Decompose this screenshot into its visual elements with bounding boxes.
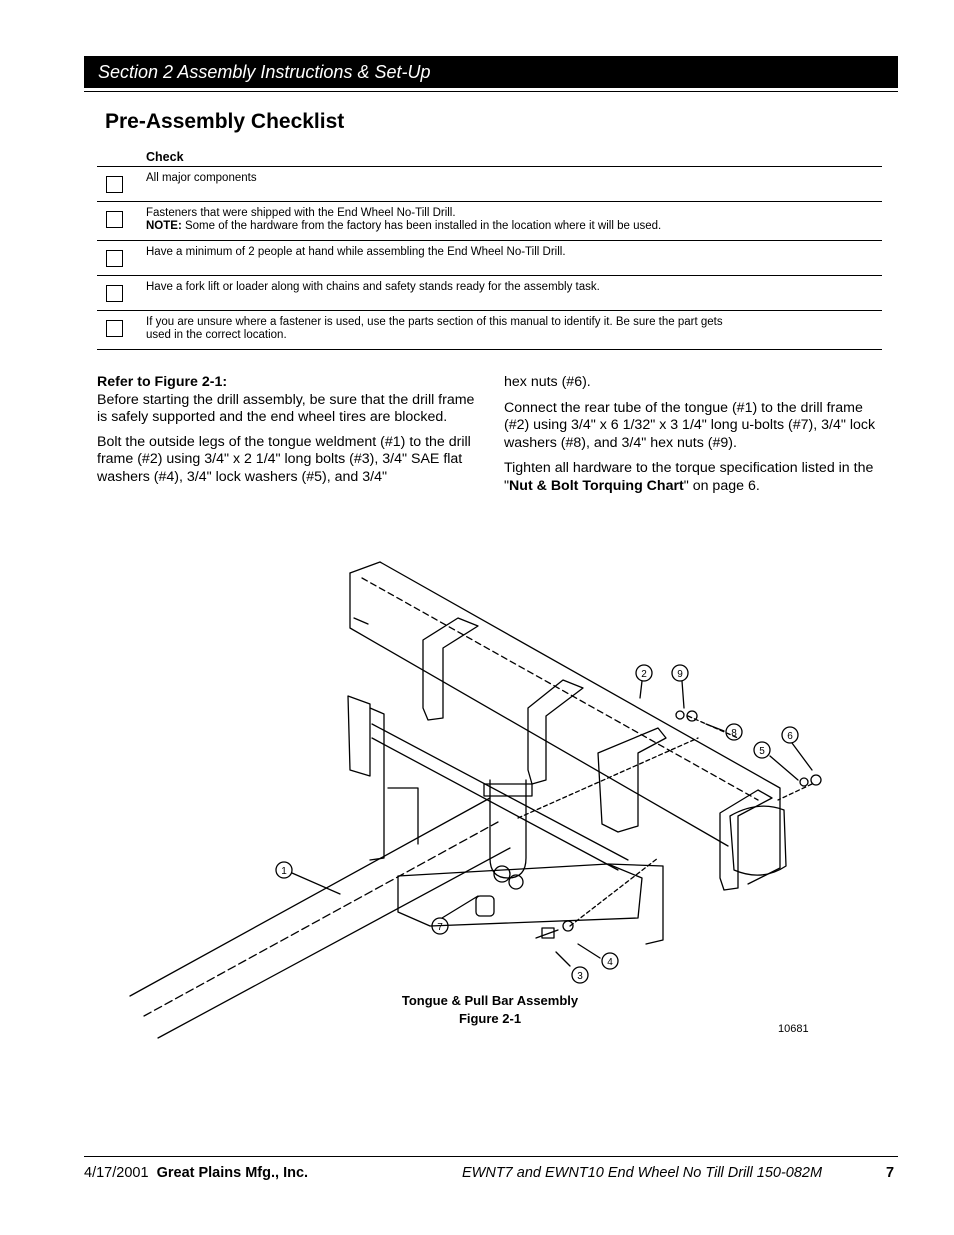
paragraph	[504, 460, 886, 495]
callout-label: 9	[677, 669, 683, 680]
checkbox[interactable]	[106, 176, 123, 193]
callout-2	[636, 665, 652, 681]
checkbox[interactable]	[106, 250, 123, 267]
figure-id: 10681	[778, 1023, 809, 1035]
checklist-divider	[97, 275, 882, 276]
callout-6	[782, 727, 798, 743]
footer-manual-title: EWNT7 and EWNT10 End Wheel No Till Drill 150-082M	[462, 1165, 823, 1181]
checkbox[interactable]	[106, 211, 123, 228]
figure-caption-number: Figure 2-1	[458, 1011, 522, 1026]
checklist-item-text: If you are unsure where a fastener is used, use the parts section of this manual to identify it. Be sure the part gets	[146, 316, 723, 328]
callout-5	[754, 742, 770, 758]
footer-company: Great Plains Mfg., Inc.	[156, 1165, 309, 1181]
torque-chart-reference: Nut & Bolt Torquing Chart	[509, 477, 684, 494]
frame-tube-side	[350, 573, 728, 846]
checklist-item-text: All major components	[146, 172, 257, 184]
tongue-pull-bar-assembly-figure	[118, 548, 840, 1068]
section-title: Section 2 Assembly Instructions & Set-Up	[98, 62, 431, 82]
page-number: 7	[886, 1165, 895, 1181]
callout-label: 7	[437, 922, 443, 933]
tongue-plate	[348, 696, 370, 776]
callout-label: 2	[641, 669, 647, 680]
frame-bracket	[528, 680, 583, 784]
body-left-column	[97, 374, 477, 486]
footer-divider	[84, 1156, 898, 1157]
checklist-item-note	[146, 220, 846, 233]
callout-9	[672, 665, 688, 681]
checklist-divider	[97, 201, 882, 202]
callout-label: 8	[731, 728, 737, 739]
checklist-divider	[97, 166, 882, 167]
checklist-item-text: Have a minimum of 2 people at hand while assembling the End Wheel No-Till Drill.	[146, 246, 566, 258]
page-title: Pre-Assembly Checklist	[105, 110, 345, 133]
callout-8	[726, 724, 742, 740]
tongue-tube	[130, 798, 490, 996]
checklist-item	[146, 316, 846, 342]
frame-tube-edge	[362, 578, 758, 800]
figure-caption-title: Tongue & Pull Bar Assembly	[401, 993, 579, 1008]
check-column-header: Check	[146, 150, 184, 164]
frame-tube-top	[350, 562, 780, 884]
checkbox[interactable]	[106, 320, 123, 337]
tongue-cross-member	[372, 724, 628, 860]
paragraph: Bolt the outside legs of the tongue weldment (#1) to the drill frame (#2) using 3/4" x 2 1/4" long bolts (#3), 3/4" SAE flat washers (#4), 3/4" lock washers (#5), and 3/4"	[97, 433, 471, 485]
frame-bracket	[423, 618, 478, 720]
footer-left	[84, 1165, 308, 1181]
checklist-item-text: Fasteners that were shipped with the End Wheel No-Till Drill.	[146, 207, 456, 219]
callout-label: 1	[281, 866, 287, 877]
body-right-column	[504, 374, 886, 495]
checklist-item-text-cont: used in the correct location.	[146, 329, 287, 341]
paragraph: Connect the rear tube of the tongue (#1) to the drill frame (#2) using 3/4" x 6 1/32" x 3 1/4" long u-bolts (#7), 3/4" lock washers (#8), and 3/4" hex nuts (#9).	[504, 399, 876, 451]
frame-bracket	[598, 728, 666, 832]
refer-heading: Refer to Figure 2-1:	[97, 374, 228, 390]
footer-date: 4/17/2001	[84, 1165, 149, 1181]
paragraph: Before starting the drill assembly, be sure that the drill frame is safely supported and the end wheel tires are blocked.	[97, 391, 475, 425]
callout-3	[572, 967, 588, 983]
checklist-divider	[97, 240, 882, 241]
callout-label: 5	[759, 746, 765, 757]
checklist-divider	[97, 349, 882, 350]
checkbox[interactable]	[106, 285, 123, 302]
callout-label: 4	[607, 957, 613, 968]
paragraph: hex nuts (#6).	[504, 374, 591, 390]
callout-label: 6	[787, 731, 793, 742]
note-text: Some of the hardware from the factory has been installed in the location where it will be used.	[181, 220, 662, 232]
checklist-item	[146, 207, 846, 233]
section-header	[84, 56, 898, 88]
checklist-divider	[97, 310, 882, 311]
checklist-item-text: Have a fork lift or loader along with chains and safety stands ready for the assembly task.	[146, 281, 600, 293]
checklist-item	[146, 172, 846, 185]
section-divider	[84, 91, 898, 92]
tongue-tube	[158, 848, 510, 1038]
callout-4	[602, 953, 618, 969]
note-label: NOTE:	[146, 220, 182, 232]
pull-bar	[398, 864, 642, 926]
callout-label: 3	[577, 971, 583, 982]
u-bolt	[490, 780, 526, 878]
checklist-item	[146, 281, 846, 294]
paragraph-text: Tighten all hardware to the torque specification listed in the "	[504, 460, 874, 494]
callout-1	[276, 862, 292, 878]
checklist-item	[146, 246, 846, 259]
paragraph-text: " on page 6.	[683, 477, 760, 494]
